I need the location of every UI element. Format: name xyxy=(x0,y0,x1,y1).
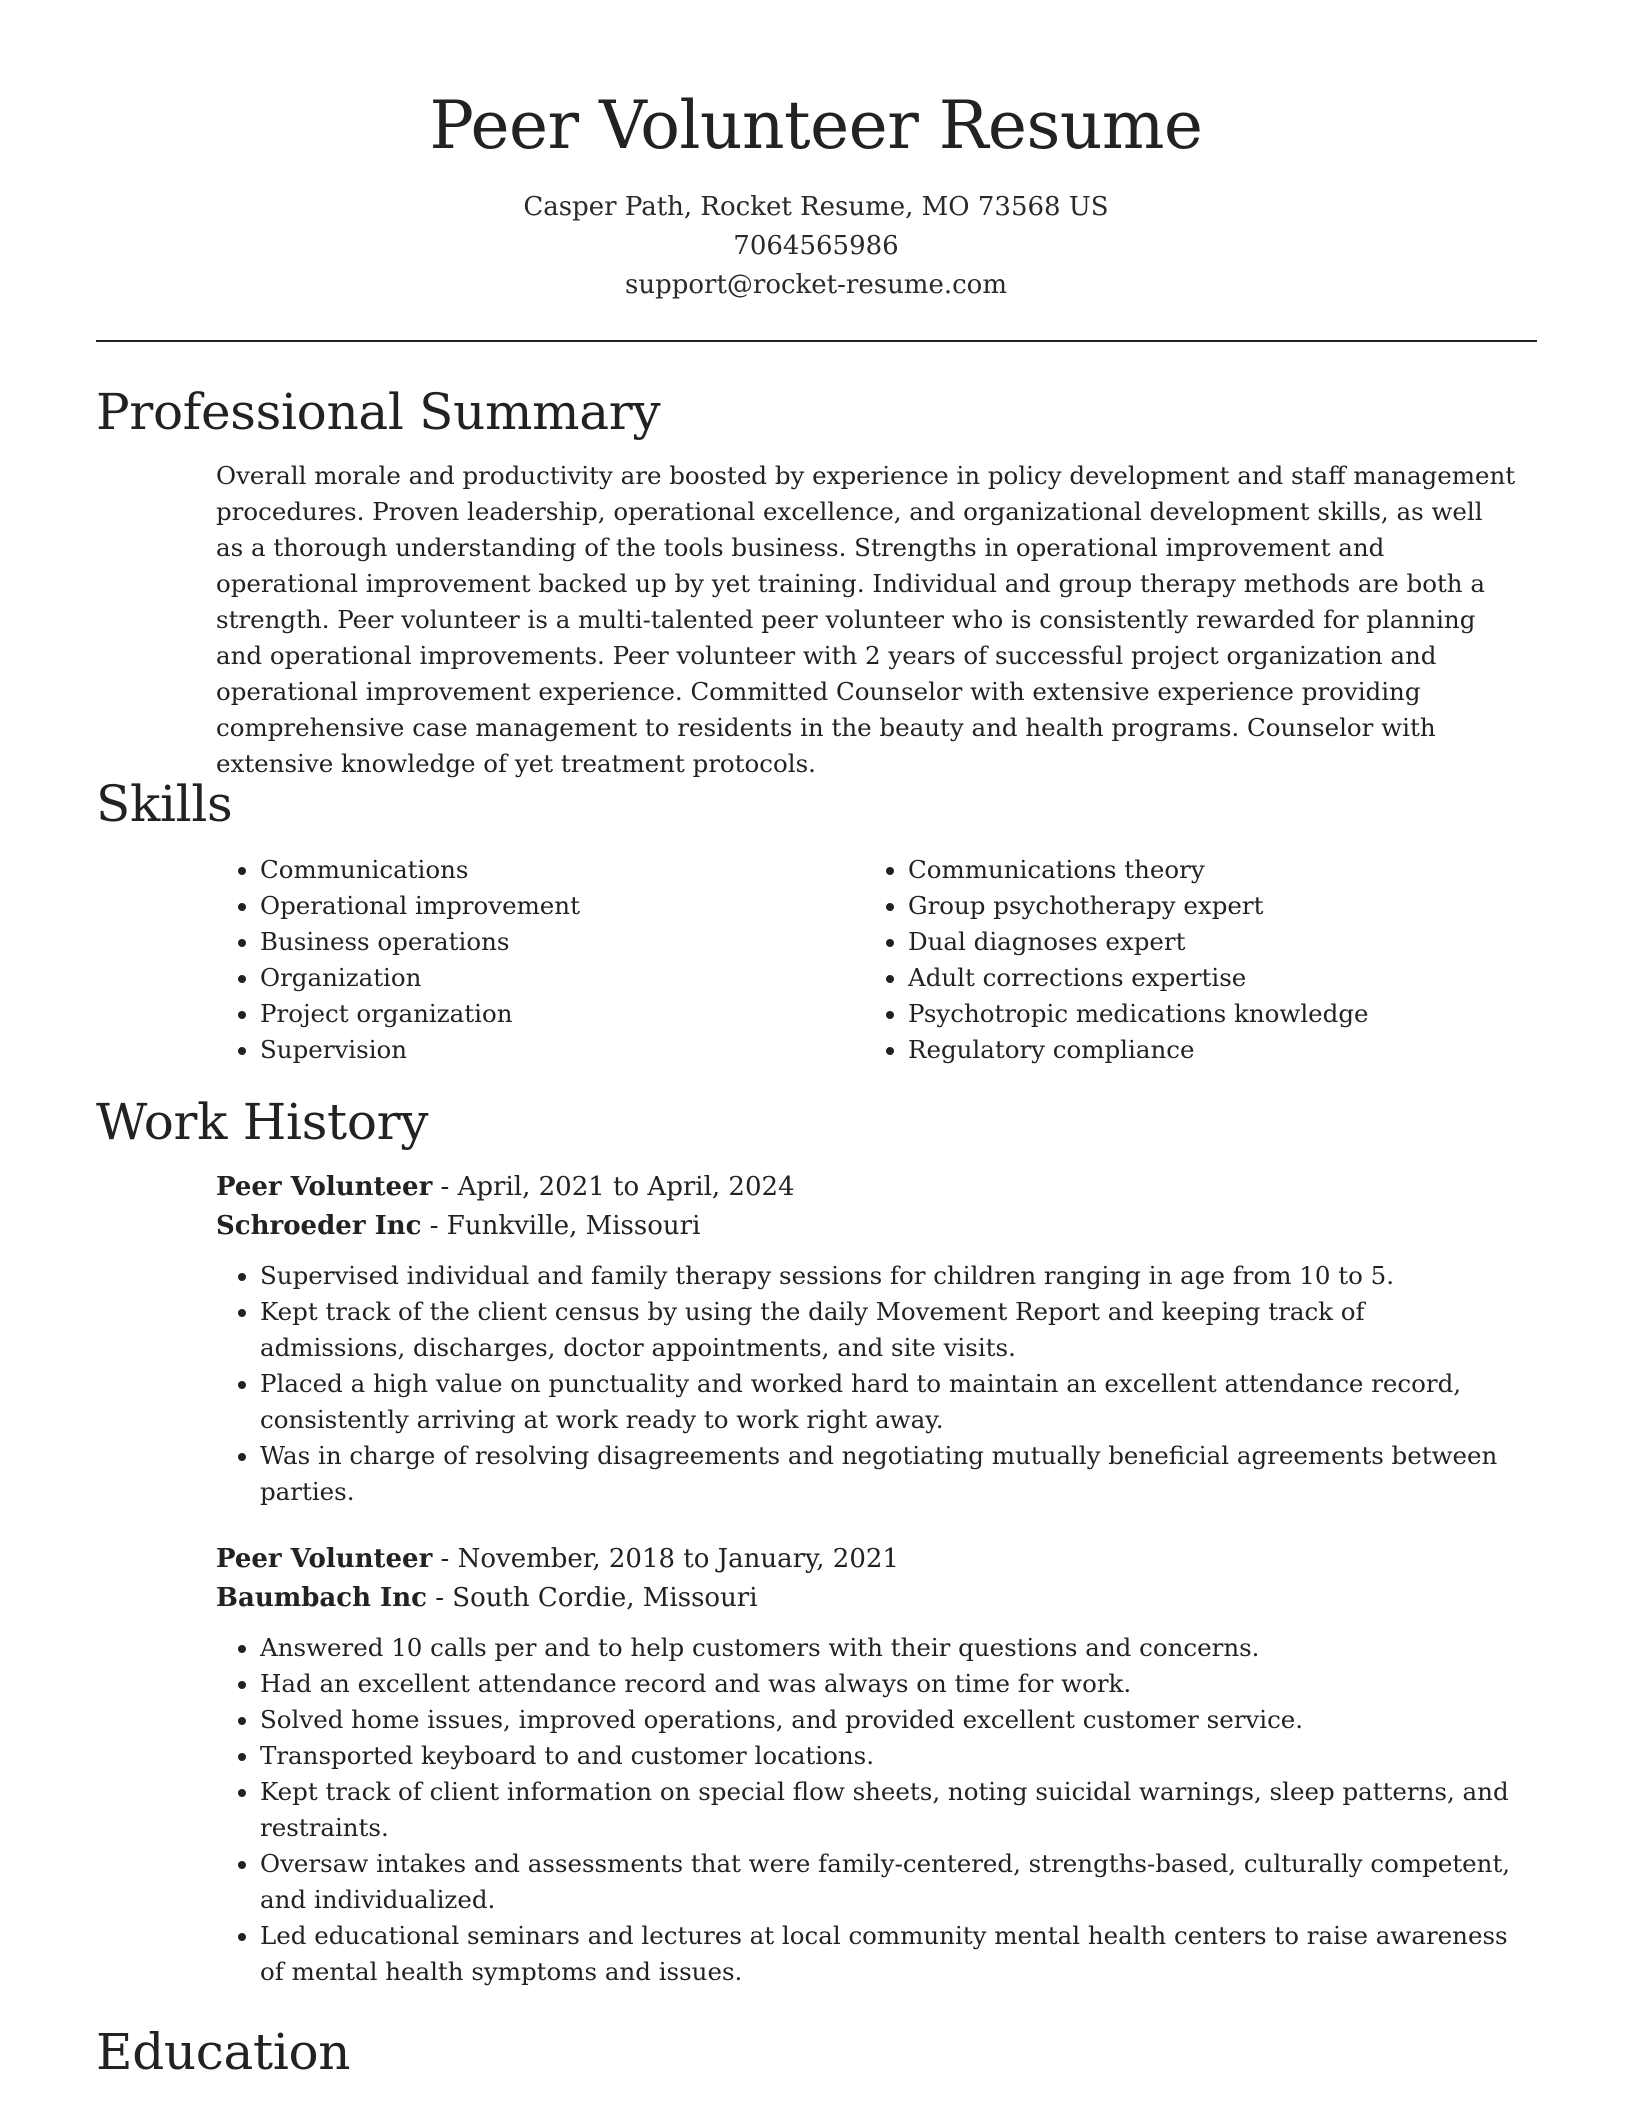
skill-item: • Organization xyxy=(260,960,864,996)
duty-item: • Was in charge of resolving disagreements and negotiating mutually beneficial agreements between parties. xyxy=(260,1438,1516,1510)
summary-text: Overall morale and productivity are boosted by experience in policy development and staff management procedures. Proven leadership, operational excellence, and organizational development skills, as well as a thorough understanding of the tools business. Strengths in operational improvement and operational improvement backed up by yet training. Individual and group therapy methods are both a strength. Peer volunteer is a multi-talented peer volunteer who is consistently rewarded for planning and operational improvements. Peer volunteer with 2 years of successful project organization and operational improvement experience. Committed Counselor with extensive experience providing comprehensive case management to residents in the beauty and health programs. Counselor with extensive knowledge of yet treatment protocols. xyxy=(216,461,1516,778)
duty-item: • Answered 10 calls per and to help customers with their questions and concerns. xyxy=(260,1630,1516,1666)
duty-item: • Oversaw intakes and assessments that were family-centered, strengths-based, culturally competent, and individualized. xyxy=(260,1846,1516,1918)
phone-number: 7064565986 xyxy=(733,231,899,261)
summary-heading: Professional Summary xyxy=(96,383,661,441)
job-role: Peer Volunteer xyxy=(216,1172,433,1202)
skill-item: • Communications xyxy=(260,852,864,888)
job-location: - South Cordie, Missouri xyxy=(426,1583,758,1613)
education-heading: Education xyxy=(96,2023,351,2081)
education-section xyxy=(96,2020,1537,2084)
skills-column-right xyxy=(864,852,1512,1068)
duty-item: • Transported keyboard to and customer locations. xyxy=(260,1738,1516,1774)
skill-item: • Regulatory compliance xyxy=(908,1032,1512,1068)
contact-info xyxy=(0,188,1632,305)
skill-item: • Group psychotherapy expert xyxy=(908,888,1512,924)
skill-item: • Project organization xyxy=(260,996,864,1032)
summary-section xyxy=(96,380,1537,782)
duty-item: • Led educational seminars and lectures at local community mental health centers to raise awareness of mental health symptoms and issues. xyxy=(260,1918,1516,1990)
skill-item: • Psychotropic medications knowledge xyxy=(908,996,1512,1032)
resume-header xyxy=(0,0,1632,305)
job-company: Schroeder Inc xyxy=(216,1211,422,1241)
job-duties xyxy=(216,1258,1516,1510)
job-company-line xyxy=(216,1207,1516,1246)
skill-item: • Adult corrections expertise xyxy=(908,960,1512,996)
address: Casper Path, Rocket Resume, MO 73568 US xyxy=(523,192,1109,222)
job-dates: - April, 2021 to April, 2024 xyxy=(432,1172,795,1202)
skill-item: • Operational improvement xyxy=(260,888,864,924)
work-history-section xyxy=(96,1090,1537,1990)
job-entry xyxy=(216,1168,1516,1510)
job-title-line xyxy=(216,1168,1516,1207)
job-location: - Funkville, Missouri xyxy=(421,1211,701,1241)
header-divider xyxy=(96,340,1537,342)
work-history-heading: Work History xyxy=(96,1093,429,1151)
skill-item: • Business operations xyxy=(260,924,864,960)
job-title-line xyxy=(216,1540,1516,1579)
job-duties xyxy=(216,1630,1516,1990)
job-entry xyxy=(216,1540,1516,1990)
skills-column-left xyxy=(216,852,864,1068)
job-dates: - November, 2018 to January, 2021 xyxy=(432,1544,899,1574)
job-role: Peer Volunteer xyxy=(216,1544,433,1574)
duty-item: • Had an excellent attendance record and was always on time for work. xyxy=(260,1666,1516,1702)
resume-title: Peer Volunteer Resume xyxy=(429,87,1203,164)
skill-item: • Supervision xyxy=(260,1032,864,1068)
duty-item: • Placed a high value on punctuality and worked hard to maintain an excellent attendance record, consistently arriving at work ready to work right away. xyxy=(260,1366,1516,1438)
duty-item: • Kept track of client information on special flow sheets, noting suicidal warnings, sleep patterns, and restraints. xyxy=(260,1774,1516,1846)
job-company: Baumbach Inc xyxy=(216,1583,427,1613)
skills-grid xyxy=(216,852,1516,1068)
email-address: support@rocket-resume.com xyxy=(624,270,1007,300)
duty-item: • Supervised individual and family therapy sessions for children ranging in age from 10 to 5. xyxy=(260,1258,1516,1294)
skills-heading: Skills xyxy=(96,775,233,833)
skill-item: • Dual diagnoses expert xyxy=(908,924,1512,960)
job-company-line xyxy=(216,1579,1516,1618)
skills-section xyxy=(96,772,1537,1068)
duty-item: • Solved home issues, improved operations, and provided excellent customer service. xyxy=(260,1702,1516,1738)
skill-item: • Communications theory xyxy=(908,852,1512,888)
duty-item: • Kept track of the client census by using the daily Movement Report and keeping track of admissions, discharges, doctor appointments, and site visits. xyxy=(260,1294,1516,1366)
